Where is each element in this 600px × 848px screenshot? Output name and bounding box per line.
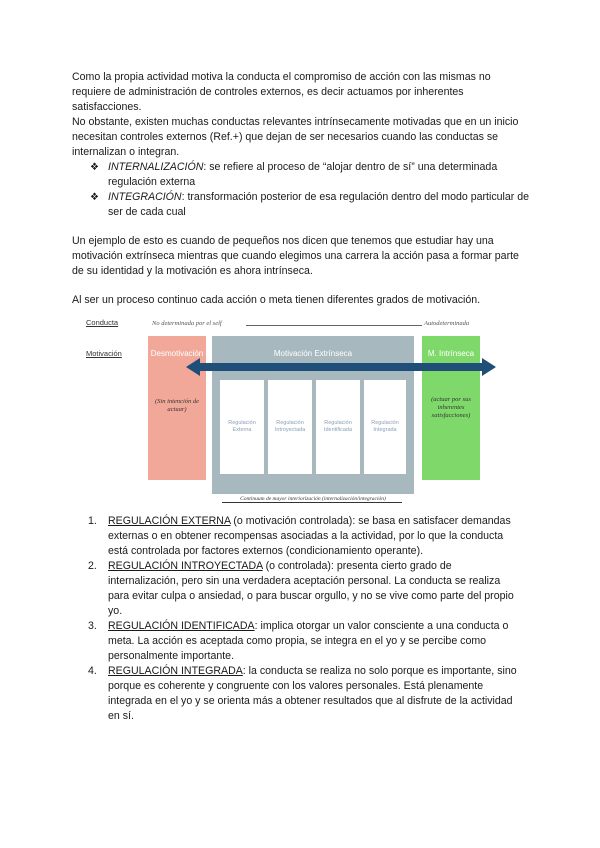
bullet-integracion xyxy=(90,190,530,220)
conducta-label: Conducta xyxy=(86,318,119,327)
continuum-paragraph: Al ser un proceso continuo cada acción o meta tienen diferentes grados de motivación. xyxy=(72,294,481,306)
bullet-internalizacion xyxy=(90,160,530,190)
motivacion-label: Motivación xyxy=(86,349,122,358)
intro-paragraph-2: No obstante, existen muchas conductas relevantes intrínsecamente motivadas que en un inicio necesitan controles externos (Ref.+) que dejan de ser necesarios cuando las conductas se internalizan o integran. xyxy=(72,116,519,158)
list-item: 3. REGULACIÓN IDENTIFICADA: implica otorgar un valor consciente a una conducta o meta. La acción es aceptada como propia, se integra en el yo y se percibe como personalmente importante. xyxy=(88,620,509,662)
list-item-head: REGULACIÓN IDENTIFICADA xyxy=(108,620,255,632)
list-item: 1. REGULACIÓN EXTERNA (o motivación controlada): se basa en satisfacer demandas externas o en obtener recompensas asociadas a la actividad, por lo que la conducta está controlada por factores externos (condicionamiento operante). xyxy=(88,515,511,557)
bottom-continuum-note: Continuum de mayor interiorización (internalización/integración) xyxy=(240,496,386,502)
example-paragraph: Un ejemplo de esto es cuando de pequeños nos dicen que tenemos que estudiar hay una motivación extrínseca mientras que cuando elegimos una carrera la acción pasa a formar parte de su identidad y la motivación es ahora intrínseca. xyxy=(72,235,519,277)
list-item-head: REGULACIÓN EXTERNA xyxy=(108,515,231,527)
amotivation-note: (Sin intención de actuar) xyxy=(154,398,200,413)
bullet-text: : transformación posterior de esa regulación dentro del modo particular de ser de cada cual xyxy=(108,191,530,218)
no-self-label: No determinada por el self xyxy=(152,320,222,327)
intro-paragraph-1: Como la propia actividad motiva la conducta el compromiso de acción con las mismas no requiere de administración de controles externos, es decir actuamos por inherentes satisfacciones. xyxy=(72,71,491,113)
motivation-continuum-diagram xyxy=(86,316,500,502)
list-item-head: REGULACIÓN INTEGRADA xyxy=(108,665,243,677)
diamond-bullet-icon: ❖ xyxy=(90,162,99,173)
intrinsic-note: (actuar por sus inherentes satisfacciones) xyxy=(431,396,471,419)
bullet-term: INTERNALIZACIÓN xyxy=(108,161,204,173)
definition-bullets xyxy=(90,160,530,220)
card-regulacion-identificada: Regulación Identificada xyxy=(316,380,360,474)
list-item-head: REGULACIÓN INTROYECTADA xyxy=(108,560,263,572)
list-item: 4. REGULACIÓN INTEGRADA: la conducta se realiza no solo porque es importante, sino porque es coherente y congruente con los valores personales. Está plenamente integrada en el yo y se orienta más a obtener resultados que al disfrute de la actividad en sí. xyxy=(88,665,517,722)
double-arrow-icon xyxy=(186,358,496,376)
list-item: 2. REGULACIÓN INTROYECTADA (o controlada): presenta cierto grado de internalización, pero sin una verdadera aceptación personal. La conducta se realiza para evitar culpa o ansiedad, o para buscar orgullo, y no se vive como parte del propio yo. xyxy=(88,560,514,617)
diamond-bullet-icon: ❖ xyxy=(90,192,99,203)
bottom-axis-line xyxy=(222,502,402,503)
extrinsic-title: Motivación Extrínseca xyxy=(273,349,353,358)
conducta-axis-line xyxy=(246,325,422,326)
bullet-term: INTEGRACIÓN xyxy=(108,191,182,203)
intrinsic-title: M. Intrínseca xyxy=(427,349,475,358)
card-regulacion-externa: Regulación Externa xyxy=(220,380,264,474)
regulation-list xyxy=(88,514,524,724)
self-label: Autodeterminada xyxy=(424,320,470,327)
bullet-text: : se refiere al proceso de “alojar dentro de sí” una determinada regulación externa xyxy=(108,161,498,188)
card-regulacion-integrada: Regulación Integrada xyxy=(364,380,406,474)
amotivation-title: Desmotivación xyxy=(150,349,204,358)
card-regulacion-introyectada: Regulación Introyectada xyxy=(268,380,312,474)
